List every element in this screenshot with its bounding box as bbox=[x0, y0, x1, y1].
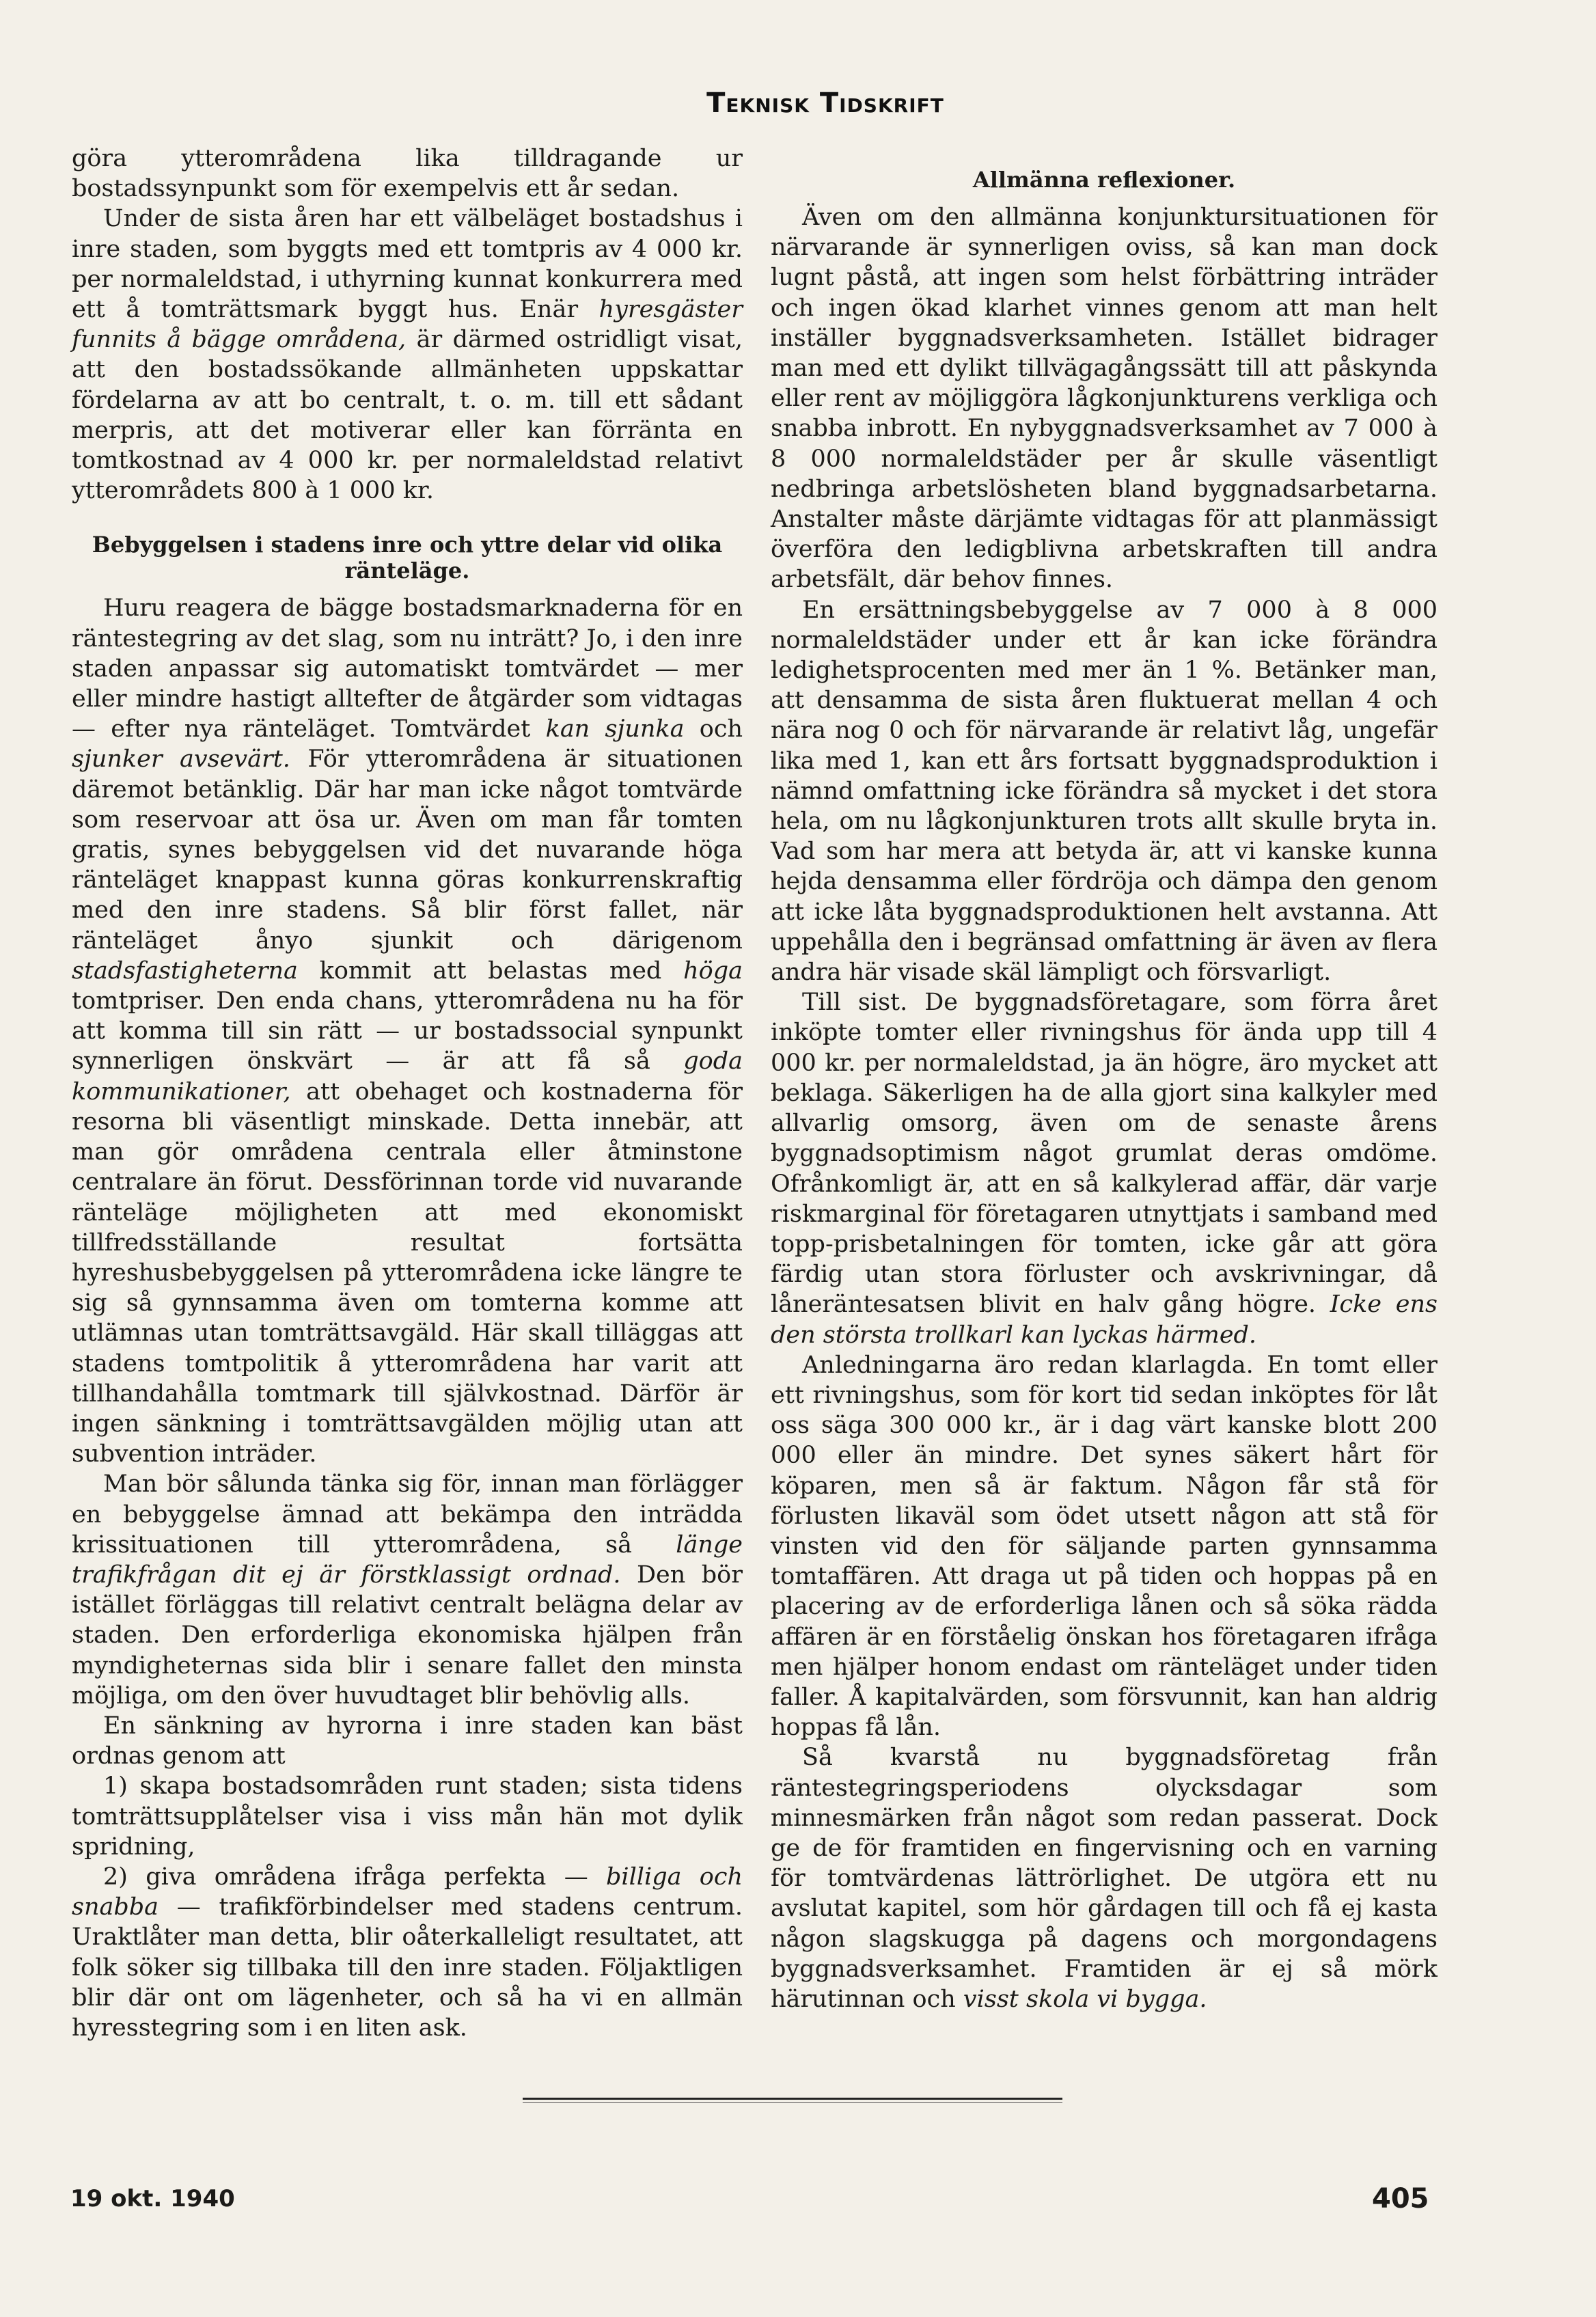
emphasis: hyresgäster funnits å bägge områdena, bbox=[72, 296, 743, 354]
emphasis: visst skola vi bygga. bbox=[963, 1985, 1207, 2013]
left-paragraph-3 bbox=[72, 593, 743, 1469]
right-paragraph-5 bbox=[771, 1742, 1437, 2014]
left-paragraph-5: En sänkning av hyrorna i inre staden kan bäst ordnas genom att bbox=[72, 1712, 743, 1770]
journal-title: Teknisk Tidskrift bbox=[706, 87, 944, 119]
text-run: Huru reagera de bägge bostadsmarknaderna för en räntestegring av det slag, som nu inträtt? Jo, i den inre staden anpassar sig automatiskt tomtvärdet — mer eller mindre hastigt alltefter de åtgärder som vidtagas — efter nya ränteläget. Tomtvärdet bbox=[72, 594, 743, 743]
text-run: Man bör sålunda tänka sig för, innan man förlägger en bebyggelse ämnad att bekämpa den inträdda krissituationen till ytterområdena, så bbox=[72, 1470, 743, 1559]
journal-header bbox=[0, 87, 1596, 119]
left-column bbox=[72, 143, 743, 2043]
text-run: 2) giva områdena ifråga perfekta — bbox=[103, 1863, 607, 1891]
list-item-2 bbox=[72, 1862, 743, 2043]
text-run: Under de sista åren har ett välbeläget bostadshus i inre staden, som byggts med ett tomtpris av 4 000 kr. per normaleldstad, i uthyrning kunnat konkurrera med ett å tomträttsmark byggt hus. Enär bbox=[72, 205, 743, 324]
text-run: är därmed ostridligt visat, att den bostadssökande allmänheten uppskattar fördelarna av att bo centralt, t. o. m. till ett sådant merpris, att det motiverar eller kan förränta en tomtkostnad av 4 000 kr. per normaleldstad relativt ytterområdets 800 à 1 000 kr. bbox=[72, 326, 743, 505]
emphasis: Icke ens den största trollkarl kan lyckas härmed. bbox=[771, 1291, 1437, 1349]
right-paragraph-3 bbox=[771, 987, 1437, 1349]
emphasis: kan sjunka bbox=[545, 715, 685, 743]
emphasis: höga bbox=[683, 957, 743, 985]
list-item-1: 1) skapa bostadsområden runt staden; sista tidens tomträttsupplåtelser visa i viss mån hän mot dylik spridning, bbox=[72, 1772, 743, 1861]
end-rule bbox=[523, 2098, 1062, 2103]
text-run: Den bör istället förläggas till relativt centralt belägna delar av staden. Den erforderliga ekonomiska hjälpen från myndigheternas sida blir i senare fallet den minsta möjliga, om den över huvudtaget blir behövlig alls. bbox=[72, 1561, 743, 1710]
right-paragraph-1: Även om den allmänna konjunktursituationen för närvarande är synnerligen oviss, så kan man dock lugnt påstå, att ingen som helst förbättring inträder och ingen ökad klarhet vinnes genom att man helt inställer byggnadsverksamheten. Istället bidrager man med ett dylikt tillvägagångssätt till att påskynda eller rent av möjliggöra lågkonjunkturens verkliga och snabba inbrott. En nybyggnadsverksamhet av 7 000 à 8 000 normaleldstäder per år skulle väsentligt nedbringa arbetslösheten bland byggnadsarbetarna. Anstalter måste därjämte vidtagas för att planmässigt överföra den ledigblivna arbetskraften till andra arbetsfält, där behov finnes. bbox=[771, 204, 1437, 594]
left-paragraph-1: göra ytterområdena lika tilldragande ur bostadssynpunkt som för exempelvis ett år sedan. bbox=[72, 145, 743, 203]
text-run: — trafikförbindelser med stadens centrum. Urakt​låter man detta, blir oåterkalleligt resultatet, att folk söker sig tillbaka till den inre staden. Följaktligen blir där ont om lägenheter, och så ha vi en allmän hyresstegring som i en liten ask. bbox=[72, 1893, 743, 2042]
right-column bbox=[771, 143, 1437, 2014]
text-run: tomtpriser. Den enda chans, ytterområdena nu ha för att komma till sin rätt — ur bostadssocial synpunkt synnerligen önskvärt — är att få så bbox=[72, 987, 743, 1075]
issue-date: 19 okt. 1940 bbox=[70, 2185, 235, 2212]
left-paragraph-4 bbox=[72, 1469, 743, 1711]
right-paragraph-2: En ersättningsbebyggelse av 7 000 à 8 000 normaleldstäder under ett år kan icke förändra ledighetsprocenten med mer än 1 %. Betänker man, att densamma de sista åren fluktuerat mellan 4 och nära nog 0 och för närvarande är relativt låg, ungefär lika med 1, kan ett års fortsatt byggnadsproduktion i nämnd omfattning icke förändra så mycket i det stora hela, om nu lågkonjunkturen trots allt skulle bryta in. Vad som har mera att betyda är, att vi kanske kunna hejda densamma eller fördröja och dämpa den genom att icke låta byggnadsproduktionen helt avstanna. Att uppehålla den i begränsad omfattning är även av flera andra här visade skäl lämpligt och försvarligt. bbox=[771, 596, 1437, 987]
text-run: och bbox=[684, 715, 743, 743]
text-run: Så kvarstå nu byggnadsföretag från räntestegringsperiodens olycksdagar som minnesmärken från något som redan passerat. Dock ge de för framtiden en fingervisning och en varning för tomtvärdenas lättrörlighet. De utgöra ett nu avslutat kapitel, som hör gårdagen till och få ej kasta någon slagskugga på dagens och morgondagens byggnadsverksamhet. Framtiden är ej så mörk härutinnan och bbox=[771, 1744, 1437, 2013]
text-run: kommit att belastas med bbox=[297, 957, 684, 985]
section-heading-reflexioner: Allmänna reflexioner. bbox=[972, 167, 1236, 193]
emphasis: goda kommunikationer, bbox=[72, 1047, 743, 1106]
left-paragraph-2 bbox=[72, 204, 743, 506]
text-run: att obehaget och kostnaderna för resorna bli väsentligt minskade. Detta innebär, att man gör områdena centrala eller åtminstone centralare än förut. Dessförinnan torde vid nuvarande ränteläge möjligheten att med ekonomiskt tillfredsställande resultat fortsätta hyreshusbebyggelsen på ytterområdena icke längre te sig så gynnsamma även om tomterna komme att utlämnas utan tomträttsavgäld. Här skall tilläggas att stadens tomtpolitik å ytterområdena har varit att tillhandahålla tomtmark till självkostnad. Därför är ingen sänkning i tomträttsavgälden möjlig utan att subvention inträder. bbox=[72, 1078, 743, 1468]
emphasis: billiga och snabba bbox=[72, 1863, 743, 1921]
emphasis: sjunker avsevärt. bbox=[72, 745, 290, 773]
text-run: Till sist. De byggnadsföretagare, som förra året inköpte tomter eller rivningshus för ända upp till 4 000 kr. per normaleldstad, ja än högre, äro mycket att beklaga. Säkerligen ha de alla gjort sina kalkyler med allvarlig omsorg, även om de senaste årens byggnadsoptimism något grumlat deras omdöme. Ofrånkomligt är, att en så kalkylerad affär, där varje riskmarginal för företagaren utnyttjats i samband med topp-prisbetalningen för tomten, icke går att göra färdig utan stora förluster och avskrivningar, då låneräntesatsen blivit en halv gång högre. bbox=[771, 989, 1437, 1319]
emphasis: stadsfastigheterna bbox=[72, 957, 298, 985]
section-heading-bebyggelsen: Bebyggelsen i stadens inre och yttre delar vid olika ränteläge. bbox=[92, 532, 723, 584]
page-number: 405 bbox=[1372, 2183, 1429, 2215]
right-paragraph-4: Anledningarna äro redan klarlagda. En tomt eller ett rivningshus, som för kort tid sedan inköptes för låt oss säga 300 000 kr., är i dag värt kanske blott 200 000 eller än mindre. Det synes säkert hårt för köparen, men så är faktum. Någon får stå för förlusten likaväl som ödet utsett någon att stå för vinsten vid den för säljande parten gynnsamma tomtaffären. Att draga ut på tiden och hoppas på en placering av de erforderliga lånen och så söka rädda affären är en förståelig önskan hos företagaren ifråga men hjälper honom endast om ränteläget under tiden faller. Å kapitalvärden, som försvunnit, kan han aldrig hoppas få lån. bbox=[771, 1351, 1437, 1742]
text-run: För ytterområdena är situationen däremot betänklig. Där har man icke något tomtvärde som reservoar att ösa ur. Även om man får tomten gratis, synes bebyggelsen vid det nuvarande höga ränteläget knappast kunna göras konkurrenskraftig med den inre stadens. Så blir först fallet, när ränteläget ånyo sjunkit och därigenom bbox=[72, 745, 743, 955]
emphasis: länge trafikfrågan dit ej är förstklassigt ordnad. bbox=[72, 1531, 743, 1589]
